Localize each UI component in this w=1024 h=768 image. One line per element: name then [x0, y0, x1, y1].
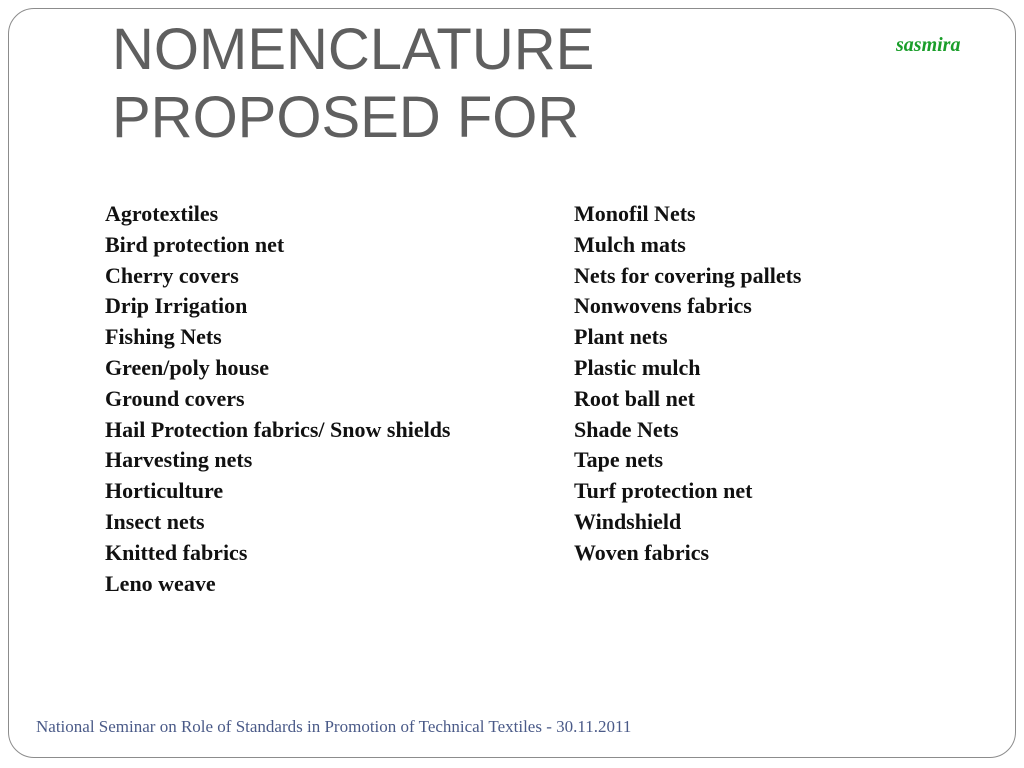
list-item: Green/poly house: [105, 354, 270, 380]
brand-logo-text: sasmira: [896, 34, 961, 56]
slide-title: NOMENCLATURE PROPOSED FOR: [112, 17, 595, 150]
right-item-list: [574, 199, 974, 569]
list-item: Root ball net: [574, 385, 695, 411]
list-item: Agrotextiles: [105, 201, 219, 226]
list-item: Insect nets: [105, 508, 205, 534]
list-item: Tape nets: [574, 447, 664, 473]
list-item: Fishing Nets: [105, 324, 222, 350]
list-item: Windshield: [574, 508, 682, 534]
list-item: Cherry covers: [105, 262, 239, 288]
list-item: Turf protection net: [574, 478, 753, 504]
list-item: Plant nets: [574, 324, 668, 350]
footer-text: National Seminar on Role of Standards in Promotion of Technical Textiles - 30.11.2011: [36, 717, 632, 736]
list-item: Nets for covering pallets: [574, 262, 802, 288]
list-item: Plastic mulch: [574, 354, 701, 380]
list-item: Monofil Nets: [574, 201, 696, 226]
list-item: Nonwovens fabrics: [574, 293, 752, 319]
list-item: Shade Nets: [574, 416, 679, 442]
list-item: Woven fabrics: [574, 539, 710, 565]
list-item: Hail Protection fabrics/ Snow shields: [105, 416, 451, 442]
list-item: Drip Irrigation: [105, 293, 248, 319]
list-item: Bird protection net: [105, 231, 285, 257]
list-item: Knitted fabrics: [105, 539, 248, 565]
left-item-list: [105, 199, 465, 599]
list-item: Horticulture: [105, 478, 224, 504]
list-item: Leno weave: [105, 570, 216, 596]
list-item: Mulch mats: [574, 231, 686, 257]
list-item: Harvesting nets: [105, 447, 253, 473]
list-item: Ground covers: [105, 385, 245, 411]
